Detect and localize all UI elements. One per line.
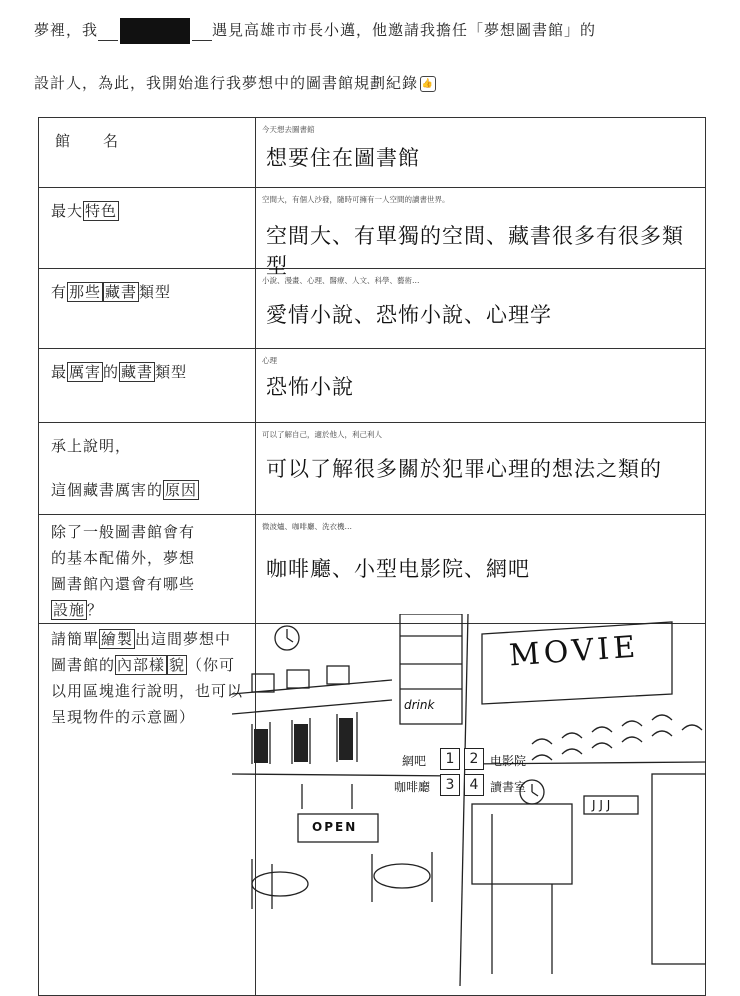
hint-text: 微波爐、咖啡廳、洗衣機… <box>262 522 352 531</box>
question-line: 除了一般圖書館會有 <box>51 523 196 541</box>
boxed-word: 內部樣 <box>117 656 166 674</box>
question-cell <box>39 515 256 624</box>
legend-number: 4 <box>464 774 484 796</box>
boxed-word: 藏書 <box>105 283 138 301</box>
answer-text: 咖啡廳、小型电影院、網吧 <box>266 557 530 581</box>
hint-text: 心理 <box>262 356 277 365</box>
boxed-word: 原因 <box>165 481 198 499</box>
question-part: 類型 <box>139 283 172 301</box>
question-part: 的 <box>103 363 120 381</box>
intro-line-1 <box>34 18 596 44</box>
boxed-word: 貌 <box>169 656 186 674</box>
question-part: （你可以用區塊進行說明，也可以呈現物件的示意圖） <box>51 656 244 726</box>
question-cell <box>39 349 256 423</box>
row-name <box>39 118 706 188</box>
question-label: 館 名 <box>55 132 120 150</box>
jjj-label: J J J <box>592 798 611 812</box>
question-line: 圖書館內還會有哪些 <box>51 575 196 593</box>
question-part: ？ <box>87 601 104 619</box>
question-part: 有 <box>51 283 68 301</box>
question-part: 請簡單 <box>51 630 100 648</box>
question-line: 的基本配備外，夢想 <box>51 549 196 567</box>
question-cell <box>39 118 256 188</box>
answer-text: 恐怖小說 <box>266 375 354 399</box>
question-cell <box>39 624 256 996</box>
answer-cell <box>256 188 706 278</box>
answer-cell <box>256 118 706 188</box>
row-reason <box>39 423 706 515</box>
row-best-type <box>39 349 706 423</box>
row-feature <box>39 188 706 269</box>
row-facilities <box>39 515 706 624</box>
intro-line-2 <box>34 72 436 93</box>
legend-label: 網吧 <box>402 754 427 768</box>
hint-text: 空間大，有個人沙發，隨時可擁有一人空間的讀書世界。 <box>262 195 450 204</box>
library-drawing <box>232 614 706 986</box>
boxed-word: 特色 <box>85 202 118 220</box>
legend-label: 讀書室 <box>490 780 527 794</box>
intro-text-2: 設計人，為此，我開始進行我夢想中的圖書館規劃紀錄 <box>34 74 419 92</box>
intro-text-a: 夢裡，我 <box>34 21 99 39</box>
question-line <box>51 477 245 503</box>
question-part: 類型 <box>155 363 188 381</box>
intro-text-b: 遇見高雄市市長小邁，他邀請我擔任「夢想圖書館」的 <box>212 21 597 39</box>
answer-text: 愛情小說、恐怖小說、心理学 <box>266 303 552 327</box>
legend-number: 3 <box>440 774 460 796</box>
question-cell <box>39 423 256 515</box>
answer-cell <box>256 515 706 624</box>
hint-text: 小說、漫畫、心理、醫療、人文、科學、藝術… <box>262 276 420 285</box>
answer-cell <box>256 349 706 423</box>
boxed-word: 那些 <box>69 283 102 301</box>
boxed-word: 厲害 <box>69 363 102 381</box>
question-part: 最 <box>51 363 68 381</box>
blank-line <box>192 22 212 41</box>
legend-number: 1 <box>440 748 460 770</box>
question-cell <box>39 269 256 349</box>
question-part: 這個藏書厲害的 <box>51 481 164 499</box>
thumbs-up-icon: 👍 <box>420 76 436 92</box>
hint-text: 可以了解自己，適於他人，利己利人 <box>262 430 382 439</box>
boxed-word: 設施 <box>53 601 86 619</box>
movie-sign: MOVIE <box>507 629 641 674</box>
floor-plan-sketch <box>232 614 706 986</box>
answer-text: 可以了解很多關於犯罪心理的想法之類的 <box>266 457 662 481</box>
drink-sign: drink <box>404 698 435 712</box>
open-sign: OPEN <box>312 820 358 834</box>
question-part: 出這間夢 <box>135 630 200 648</box>
legend-number: 2 <box>464 748 484 770</box>
question-part: 想中圖書館的 <box>51 630 232 674</box>
answer-cell <box>256 423 706 515</box>
row-collection-types <box>39 269 706 349</box>
legend-label: 咖啡廳 <box>394 780 431 794</box>
blank-line <box>98 22 118 41</box>
legend-label: 电影院 <box>490 754 527 768</box>
boxed-word: 繪製 <box>101 630 134 648</box>
question-cell <box>39 188 256 269</box>
question-line <box>51 597 245 623</box>
hint-text: 今天想去圖書館 <box>262 125 315 134</box>
answer-cell <box>256 269 706 349</box>
boxed-word: 藏書 <box>121 363 154 381</box>
answer-text: 想要住在圖書館 <box>266 146 420 170</box>
answer-text: 空間大、有單獨的空間、藏書很多有很多類型 <box>266 224 684 278</box>
redacted-name <box>120 18 190 44</box>
question-part: 最大 <box>51 202 84 220</box>
question-line: 承上說明， <box>51 437 132 455</box>
